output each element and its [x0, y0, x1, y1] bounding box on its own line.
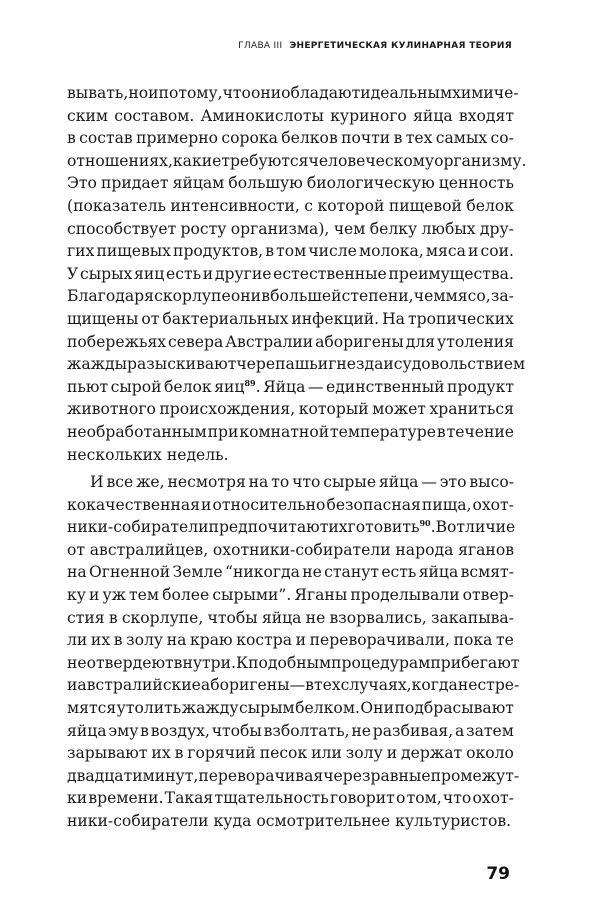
text-line: нескольких недель. [67, 445, 229, 464]
text-line: от австралийцев, охотники-собиратели народа яганов [67, 540, 514, 559]
text-line: гих пищевых продуктов, в том числе молока, мяса и сои. [67, 242, 514, 261]
text-line: ники-собиратели куда осмотрительнее культуристов. [67, 812, 512, 830]
text-line: щищены от бактериальных инфекций. На тропических [67, 309, 514, 328]
text-line: кокачественная и относительно безопасная пища, охот- [67, 495, 514, 514]
text-line: в состав примерно сорока белков почти в тех самых со- [67, 129, 514, 148]
page-number: 79 [486, 864, 510, 884]
text-line: не отвердеют внутри. К подобным процедурам прибегают [67, 653, 520, 672]
body-text [67, 82, 527, 833]
text-line: жажды разыскивают черепашьи гнезда и с удовольствием [67, 355, 526, 374]
text-line: Это придает яйцам большую биологическую ценность [67, 174, 514, 193]
text-line: отношениях, какие требуются человеческому организму. [67, 151, 527, 170]
text-line: животного происхождения, который может храниться [67, 400, 514, 419]
text-line: мятся утолить жажду сырым белком. Они подбрасывают [67, 699, 514, 718]
text-line: ским составом. Аминокислоты куриного яйца входят [67, 106, 514, 125]
paragraph [67, 471, 520, 833]
text-line: побережьях севера Австралии аборигены для утоления [67, 332, 514, 351]
chapter-number: ГЛАВА III [238, 41, 283, 51]
text-line: (показатель интенсивности, с которой пищевой белок [67, 196, 514, 215]
chapter-title: ЭНЕРГЕТИЧЕСКАЯ КУЛИНАРНАЯ ТЕОРИЯ [289, 41, 512, 51]
text-line: И все же, несмотря на то что сырые яйца — это высо- [90, 473, 514, 492]
text-line: ли их в золу на краю костра и переворачивали, пока те [67, 631, 514, 650]
text-line: пьют сырой белок яиц$^{89}$. Яйца — единственный продукт [67, 377, 514, 396]
text-line: необработанным при комнатной температуре в течение [67, 422, 514, 441]
footnote-marker: 90 [419, 518, 431, 529]
text-line: У сырых яиц есть и другие естественные преимущества. [67, 264, 514, 283]
text-line: ку и уж тем более сырыми”. Яганы проделывали отвер- [67, 586, 514, 605]
running-head [238, 41, 512, 51]
text-line: зарывают их в горячий песок или золу и держат около [67, 744, 514, 763]
text-line: способствует росту организма), чем белку любых дру- [67, 219, 514, 238]
text-line: стия в скорлупе, чтобы яйца не взорвались, закапыва- [67, 608, 514, 627]
text-line: двадцати минут, переворачивая через равные промежут- [67, 766, 520, 785]
text-line: на Огненной Земле “никогда не станут есть яйца всмят- [67, 563, 514, 582]
text-line: вывать, но и потому, что они обладают идеальным химиче- [67, 84, 519, 102]
footnote-marker: 89 [244, 377, 256, 388]
paragraph [67, 82, 527, 466]
text-line: ки времени. Такая тщательность говорит о том, что охот- [67, 789, 514, 808]
text-line: и австралийские аборигены — в тех случаях, когда не стре- [67, 676, 520, 695]
text-line: ники-собиратели предпочитают их готовить$^{90}$. В отличие [67, 518, 516, 537]
text-line: Благодаря скорлупе они в большей степени, чем мясо, за- [67, 287, 514, 306]
text-line: яйца эму в воздух, чтобы взболтать, не разбивая, а затем [67, 721, 514, 740]
